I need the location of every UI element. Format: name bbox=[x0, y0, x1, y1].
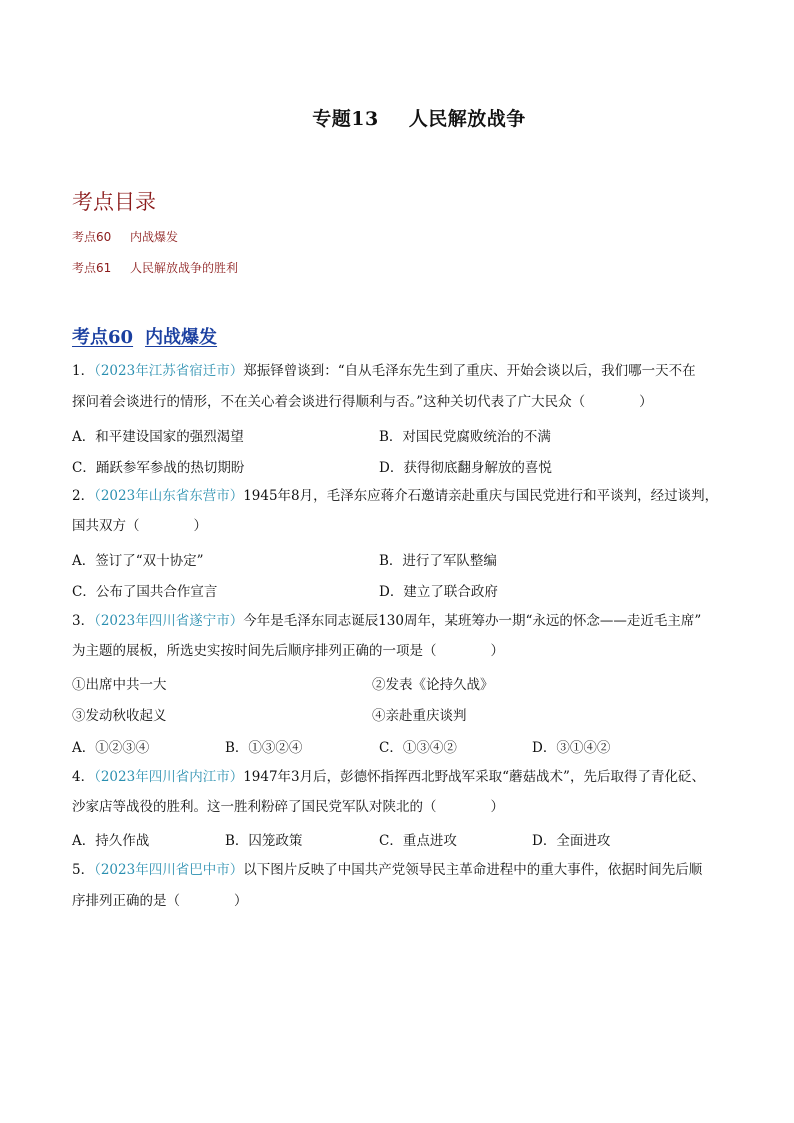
toc-item-60[interactable] bbox=[72, 228, 178, 245]
question-number: 4． bbox=[72, 769, 95, 785]
question-1-line1 bbox=[72, 361, 696, 381]
q1-option-c[interactable]: C．踊跃参军参战的热切期盼 bbox=[72, 460, 245, 476]
section-heading bbox=[72, 323, 217, 349]
q3-statement-1: ①出席中共一大 bbox=[72, 677, 167, 693]
toc-heading: 考点目录 bbox=[72, 190, 156, 214]
q3-option-a[interactable]: A．①②③④ bbox=[72, 740, 150, 756]
question-text: 郑振铎曾谈到：“自从毛泽东先生到了重庆、开始会谈以后，我们哪一天不在 bbox=[243, 363, 696, 379]
q3-statement-2: ②发表《论持久战》 bbox=[372, 677, 494, 693]
question-5-line1 bbox=[72, 860, 702, 880]
q1-option-b[interactable]: B．对国民党腐败统治的不满 bbox=[379, 429, 551, 445]
question-source: （2023年四川省遂宁市） bbox=[94, 613, 244, 629]
q3-option-d[interactable]: D．③①④② bbox=[532, 740, 611, 756]
q4-option-c[interactable]: C．重点进攻 bbox=[379, 833, 457, 849]
question-5-line2: 序排列正确的是（ ） bbox=[72, 893, 248, 909]
question-number: 1． bbox=[72, 363, 95, 379]
question-2-line1 bbox=[72, 486, 718, 506]
question-4-line1 bbox=[72, 767, 705, 787]
question-source: （2023年四川省内江市） bbox=[94, 769, 244, 785]
title-topic-name: 人民解放战争 bbox=[408, 108, 526, 130]
question-source: （2023年江苏省宿迁市） bbox=[94, 363, 244, 379]
question-number: 2． bbox=[72, 488, 95, 504]
q3-statement-4: ④亲赴重庆谈判 bbox=[372, 708, 467, 724]
q4-option-b[interactable]: B．囚笼政策 bbox=[225, 833, 303, 849]
q3-option-b[interactable]: B．①③②④ bbox=[225, 740, 303, 756]
question-source: （2023年四川省巴中市） bbox=[94, 862, 244, 878]
question-number: 5． bbox=[72, 862, 95, 878]
toc-item-label: 内战爆发 bbox=[130, 230, 179, 244]
question-4-line2: 沙家店等战役的胜利。这一胜利粉碎了国民党军队对陕北的（ ） bbox=[72, 799, 504, 815]
q1-option-d[interactable]: D．获得彻底翻身解放的喜悦 bbox=[379, 460, 552, 476]
question-text: 1945年8月，毛泽东应蒋介石邀请亲赴重庆与国民党进行和平谈判，经过谈判， bbox=[243, 488, 719, 504]
question-text: 1947年3月后，彭德怀指挥西北野战军采取“蘑菇战术”，先后取得了青化砭、 bbox=[243, 769, 705, 785]
question-text: 今年是毛泽东同志诞辰130周年，某班筹办一期“永远的怀念——走近毛主席” bbox=[243, 613, 702, 629]
toc-item-label: 人民解放战争的胜利 bbox=[130, 261, 239, 275]
q4-option-a[interactable]: A．持久作战 bbox=[72, 833, 150, 849]
question-1-line2: 探问着会谈进行的情形，不在关心着会谈进行得顺利与否。”这种关切代表了广大民众（ ） bbox=[72, 394, 653, 410]
question-2-line2: 国共双方（ ） bbox=[72, 518, 207, 534]
q3-option-c[interactable]: C．①③④② bbox=[379, 740, 457, 756]
question-3-line2: 为主题的展板，所选史实按时间先后顺序排列正确的一项是（ ） bbox=[72, 643, 504, 659]
section-number: 考点60 bbox=[72, 327, 134, 348]
section-label: 内战爆发 bbox=[145, 327, 218, 348]
q2-option-a[interactable]: A．签订了“双十协定” bbox=[72, 553, 204, 569]
question-source: （2023年山东省东营市） bbox=[94, 488, 244, 504]
q1-option-a[interactable]: A．和平建设国家的强烈渴望 bbox=[72, 429, 244, 445]
q2-option-c[interactable]: C．公布了国共合作宣言 bbox=[72, 584, 218, 600]
q4-option-d[interactable]: D．全面进攻 bbox=[532, 833, 611, 849]
page-title bbox=[0, 104, 794, 131]
title-topic-number: 专题13 bbox=[312, 108, 379, 130]
question-text: 以下图片反映了中国共产党领导民主革命进程中的重大事件，依据时间先后顺 bbox=[243, 862, 703, 878]
q2-option-d[interactable]: D．建立了联合政府 bbox=[379, 584, 498, 600]
question-3-line1 bbox=[72, 611, 701, 631]
toc-item-61[interactable] bbox=[72, 259, 238, 276]
q2-option-b[interactable]: B．进行了军队整编 bbox=[379, 553, 497, 569]
toc-item-number: 考点61 bbox=[72, 261, 112, 275]
question-number: 3． bbox=[72, 613, 95, 629]
toc-item-number: 考点60 bbox=[72, 230, 112, 244]
q3-statement-3: ③发动秋收起义 bbox=[72, 708, 167, 724]
